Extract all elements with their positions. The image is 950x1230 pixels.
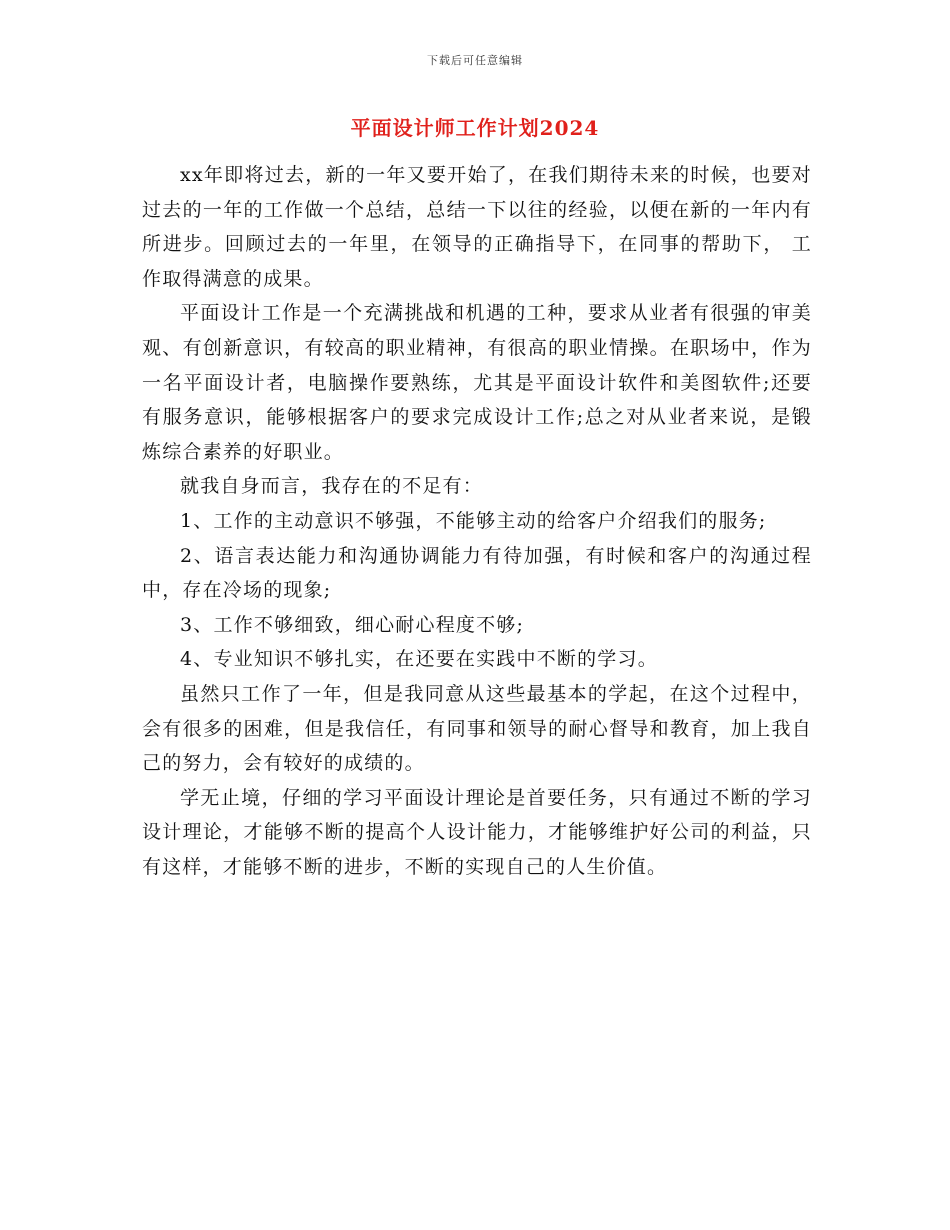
paragraph-intro: xx年即将过去，新的一年又要开始了，在我们期待未来的时候，也要对过去的一年的工作做一个总结，总结一下以往的经验，以便在新的一年内有所进步。回顾过去的一年里，在领导的正确指导下，在同事的帮助下， 工作取得满意的成果。 xyxy=(142,164,812,290)
list-item-shortcoming-3: 3、工作不够细致，细心耐心程度不够; xyxy=(180,613,525,636)
document-title: 平面设计师工作计划2024 xyxy=(350,116,600,140)
paragraph-job-description: 平面设计工作是一个充满挑战和机遇的工种，要求从业者有很强的审美观、有创新意识，有较高的职业精神，有很高的职业情操。在职场中，作为一名平面设计者，电脑操作要熟练，尤其是平面设计软件和美图软件;还要有服务意识，能够根据客户的要求完成设计工作;总之对从业者来说，是锻炼综合素养的好职业。 xyxy=(142,302,812,463)
header-note: 下载后可任意编辑 xyxy=(427,54,523,67)
paragraph-reflection: 虽然只工作了一年，但是我同意从这些最基本的学起，在这个过程中，会有很多的困难，但是我信任，有同事和领导的耐心督导和教育，加上我自己的努力，会有较好的成绩的。 xyxy=(142,682,812,775)
list-item-shortcoming-4: 4、专业知识不够扎实，在还要在实践中不断的学习。 xyxy=(180,648,658,671)
document-body xyxy=(142,158,812,884)
paragraph-conclusion: 学无止境，仔细的学习平面设计理论是首要任务，只有通过不断的学习设计理论，才能够不断的提高个人设计能力，才能够维护好公司的利益，只有这样，才能够不断的进步，不断的实现自己的人生价值。 xyxy=(142,786,812,878)
paragraph-shortcomings-intro: 就我自身而言，我存在的不足有： xyxy=(180,475,484,498)
list-item-shortcoming-2: 2、语言表达能力和沟通协调能力有待加强，有时候和客户的沟通过程中，存在冷场的现象; xyxy=(142,544,812,602)
list-item-shortcoming-1: 1、工作的主动意识不够强，不能够主动的给客户介绍我们的服务; xyxy=(180,509,767,532)
